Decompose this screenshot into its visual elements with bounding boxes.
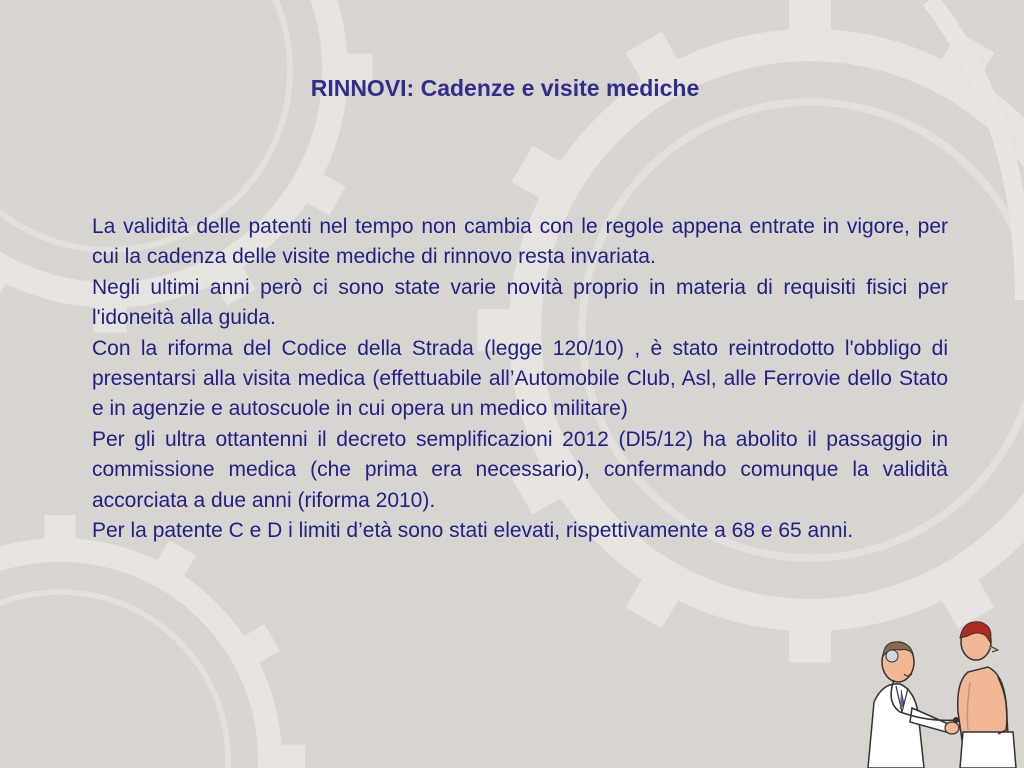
doctor-icon <box>868 642 959 768</box>
paragraph-over-eighty: Per gli ultra ottantenni il decreto semplificazioni 2012 (Dl5/12) ha abolito il passaggio in commissione medica (che prima era necessario), confermando comunque la validità accorciata a due anni (riforma 2010). <box>92 427 948 512</box>
paragraph-highway-code-reform: Con la riforma del Codice della Strada (legge 120/10) , è stato reintrodotto l'obbligo di presentarsi alla visita medica (effettuabile all’Automobile Club, Asl, alle Ferrovie dello Stato e in agenzie e autoscuole in cui opera un medico militare) <box>92 336 948 421</box>
paragraph-validity: La validità delle patenti nel tempo non cambia con le regole appena entrate in vigore, per cui la cadenza delle visite mediche di rinnovo resta invariata. <box>92 215 948 269</box>
doctor-examining-patient-icon <box>838 612 1024 768</box>
paragraph-physical-requirements: Negli ultimi anni però ci sono state varie novità proprio in materia di requisiti fisici per l'idoneità alla guida. <box>92 275 948 330</box>
patient-icon <box>958 622 1016 768</box>
slide-title: RINNOVI: Cadenze e visite mediche <box>310 75 700 101</box>
paragraph-license-c-d: Per la patente C e D i limiti d’età sono stati elevati, rispettivamente a 68 e 65 anni. <box>92 519 854 543</box>
body-text <box>92 212 948 546</box>
